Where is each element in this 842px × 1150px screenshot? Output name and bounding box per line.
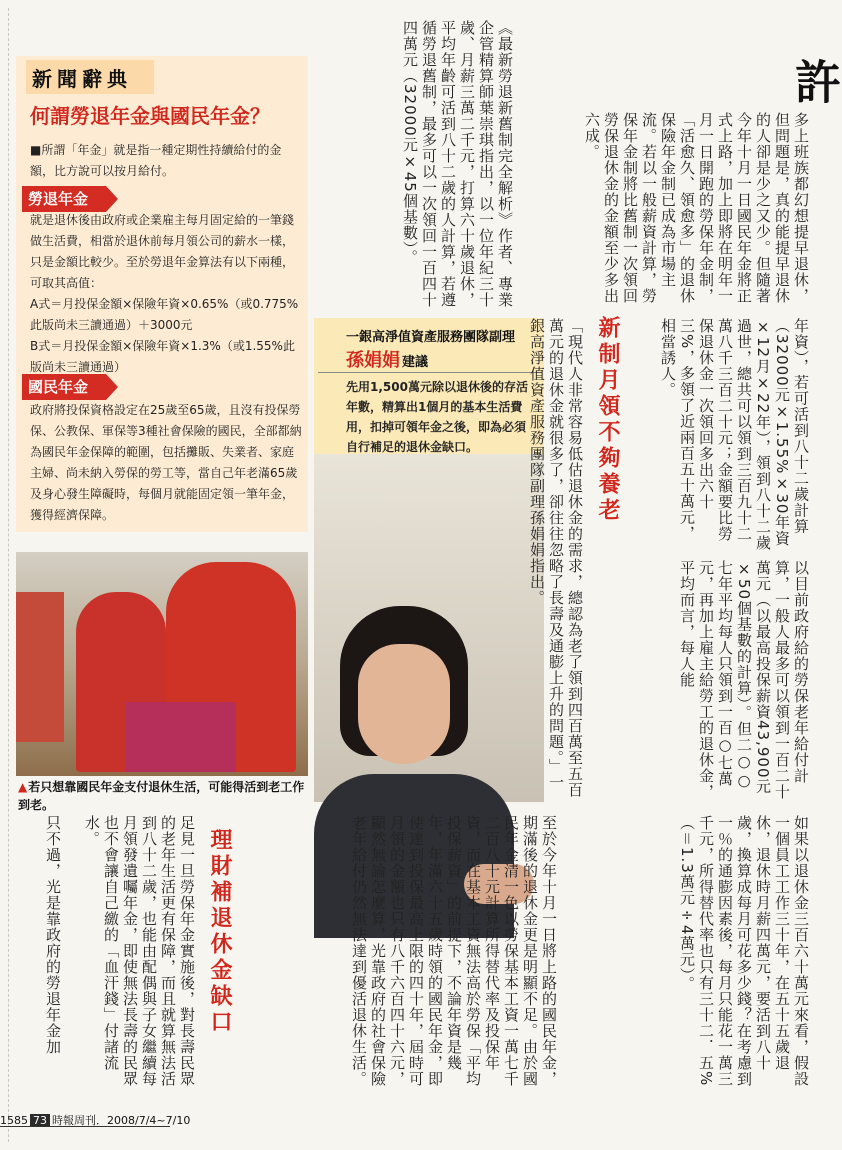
magazine-date: 時報周刊．2008/7/4~7/10 <box>52 1114 191 1127</box>
store-photo <box>16 552 308 776</box>
glossary-intro: ■所謂「年金」就是指一種定期性持續給付的金額，比方說可以按月給付。 <box>30 143 282 178</box>
article-col-9: 至於今年十月一日將上路的國民年金，期滿後的退休金更是明顯不足。由於國民年金清一色以勞保基本工資一萬七千二百八十元計算所得替代率及投保年資，而在基本工資無法高於勞保「平均投保薪資」的前提下，不論年資是幾年，年滿六十五歲時領的國民年金，即使達到投保最高上限的四十年，屆時可月領的金額也只有八千六百四十六元，顯然無論怎麼算，光靠政府的社會保險老年給付仍然無法達到優活退休生活。 <box>350 815 558 1087</box>
issue-number: 1585 <box>0 1114 28 1127</box>
quote-speaker <box>346 346 428 372</box>
tag-national-pension: 國民年金 <box>22 374 106 400</box>
tag-labor-pension: 勞退年金 <box>22 186 106 212</box>
subhead-fill-gap: 理財補退休金缺口 <box>207 828 232 1036</box>
quote-name: 孫娟娟 <box>346 350 400 371</box>
article-col-10: 足見一旦勞保年金實施後，對長壽民眾的老年生活更有保障，而且就算無法活到八十二歲，也能由配偶與子女繼續每月領發遺囑年金，即使無法長壽的民眾也不會讓自己繳的「血汗錢」付諸流水。 <box>83 815 196 1087</box>
crate <box>126 702 236 772</box>
folio-rule <box>0 1126 170 1127</box>
scan-edge <box>8 8 9 1142</box>
quote-divider <box>318 372 542 373</box>
quote-suffix: 建議 <box>402 355 429 370</box>
page-number: 73 <box>30 1114 50 1127</box>
article-col-2: 《最新勞退新舊制完全解析》作者、專業企管精算師葉崇琪指出，以一位年紀三十歲、月薪三萬二千元，打算六十歲退休，平均年齡可活到八十二歲的人計算，若遵循勞退舊制，最多可以一次領回一百四十四萬元（32000元×45個基數）。 <box>401 20 514 308</box>
quote-text: 先用1,500萬元除以退休後的存活年數，精算出1個月的基本生活費用，扣掉可領年金之後，即為必須自行補足的退休金缺口。 <box>346 380 528 454</box>
article-col-5: 「現代人非常容易低估退休金的需求，總認為老了領到四百萬至五百萬元的退休金就很多了，卻往往忽略了長壽及通膨上升的問題。」一銀高淨值資產服務團隊副理孫娟娟指出。 <box>528 318 584 798</box>
article-col-1: 多上班族都幻想提早退休，但問題是，真的能提早退休的人卻是少之又少。但隨著今年十月一日國民年金將正式上路，加上即將在明年一月一日開跑的勞保年金制，「活愈久、領愈多」的退休保險年金制已成為市場主流。若以一般薪資計算，勞保年金制將比舊制一次領回勞保退休金的金額至少多出六成。 <box>583 112 810 304</box>
article-col-8: 如果以退休金三百六十萬元來看，假設一個員工工作三十年，在五十五歲退休，退休時月薪四萬元，要活到八十歲，換算成每月可花多少錢？在考慮到一％的通膨因素後，每月只能花一萬三千元，所得替代率也只有三十二．五%（＝1.3萬元÷4萬元）。 <box>678 815 810 1087</box>
store-shelf <box>16 592 64 742</box>
subhead-new-system: 新制月領不夠養老 <box>595 316 620 524</box>
national-pension-body: 政府將投保資格設定在25歲至65歲，且沒有投保勞保、公教保、軍保等3種社會保險的國民，全部都納為國民年金保障的範圍，包括攤販、失業者、家庭主婦、尚未納入勞保的勞工等，當自己年老滿65歲及身心發生障礙時，每個月就能固定領一筆年金，獲得經濟保障。 <box>30 403 302 522</box>
article-col-6: 以目前政府給的勞保老年給付計算，一般人最多可以領到一百二十萬元（以最高投保薪資43,900元×50個基數的計算）。但二○○七年平均每人只領到一百○七萬元，再加上雇主給勞工的退休金，平均而言，每人能 <box>678 560 810 800</box>
formula-a: A式＝月投保金額×保險年資×0.65%（或0.775%此版尚未三讀通過）＋3000元 <box>30 297 299 332</box>
portrait-photo <box>314 454 544 802</box>
article-col-4: 年資），若可活到八十二歲計算（32000元×1.55%×30年資×12月×22年），領到八十二歲過世，總共可以領到三百九十二萬八千三百二十元；金額要比勞保退休金一次領回多出六十三%，多領了近兩百五十萬元，相當誘人。 <box>659 318 810 551</box>
photo-caption: ▲ 若只想靠國民年金支付退休生活，可能得活到老工作到老。 <box>18 778 308 814</box>
portrait-face <box>358 644 450 764</box>
quote-role: 一銀高淨值資產服務團隊副理 <box>346 330 516 345</box>
labor-pension-body: 就是退休後由政府或企業雇主每月固定給的一筆錢做生活費，相當於退休前每月領公司的薪水一樣，只是金額比較少。至於勞退年金算法有以下兩種，可取其高值： <box>30 213 295 290</box>
glossary-header <box>26 60 154 94</box>
drop-cap: 許 <box>788 58 842 105</box>
formula-b: B式＝月投保金額×保險年資×1.3%（或1.55%此版尚未三讀通過） <box>30 339 295 374</box>
glossary-header-text: 新聞辭典 <box>32 67 132 91</box>
article-col-11: 只不過，光是靠政府的勞退年金加 <box>44 815 62 1055</box>
glossary-title: 何謂勞退年金與國民年金？ <box>30 104 270 128</box>
